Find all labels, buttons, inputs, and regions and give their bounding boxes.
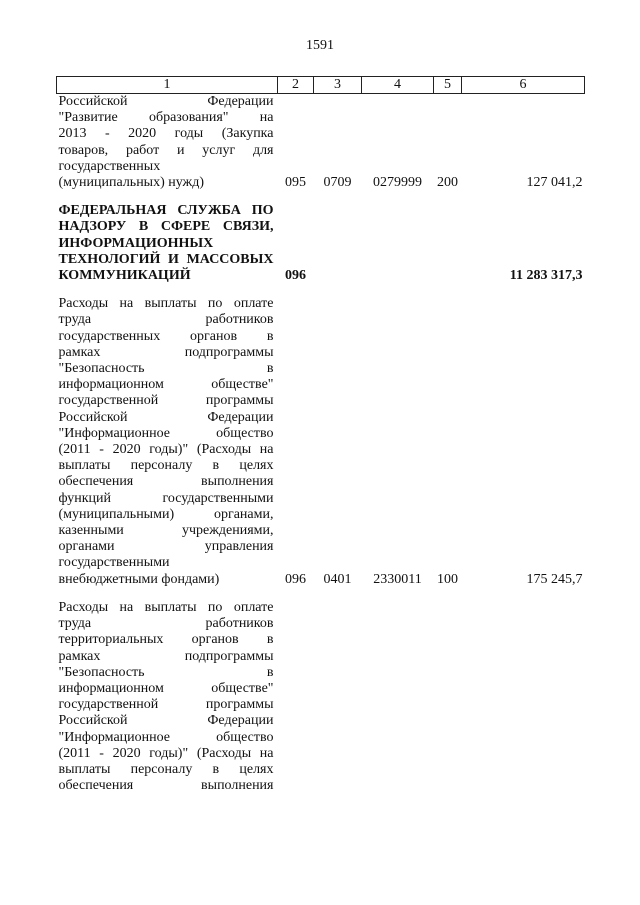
description-line: (муниципальными) органами, (58, 506, 274, 522)
ministry-code: 095 (285, 175, 306, 191)
description-line: "Безопасность в (58, 664, 274, 680)
row-spacer (57, 588, 585, 600)
description-line: труда работников (58, 616, 274, 632)
description-line: органами управления (58, 539, 274, 555)
target-item-code (362, 600, 434, 794)
column-header-ministry: 2 (278, 77, 314, 94)
target-item-code (362, 203, 434, 284)
row-spacer (57, 284, 585, 296)
description-line: информационном обществе" (58, 680, 274, 696)
description-line: "Безопасность в (58, 361, 274, 377)
column-header-description: 1 (57, 77, 278, 94)
description-line: (2011 - 2020 годы)" (Расходы на (58, 442, 274, 458)
row-spacer (57, 191, 585, 203)
description-line: КОММУНИКАЦИЙ (58, 268, 191, 284)
section-code: 0709 (323, 175, 352, 191)
description-line: ТЕХНОЛОГИЙ И МАССОВЫХ (58, 251, 274, 267)
budget-table (56, 76, 585, 794)
description-line: Расходы на выплаты по оплате (58, 296, 274, 312)
ministry-code: 096 (285, 268, 306, 284)
amount (462, 600, 585, 794)
table-body (57, 94, 585, 795)
description-line: государственных органов в (58, 328, 274, 344)
description-line: рамках подпрограммы (58, 344, 274, 360)
row-description (57, 296, 278, 588)
column-header-target-item: 4 (362, 77, 434, 94)
description-line: Российской Федерации (58, 713, 274, 729)
ministry-code (278, 600, 314, 794)
section-code (314, 203, 362, 284)
description-line: товаров, работ и услуг для (58, 142, 274, 158)
description-line: территориальных органов в (58, 632, 274, 648)
description-line: Расходы на выплаты по оплате (58, 599, 274, 615)
column-header-section: 3 (314, 77, 362, 94)
page-number: 1591 (306, 38, 334, 53)
section-code: 0401 (323, 571, 352, 587)
description-line: рамках подпрограммы (58, 648, 274, 664)
amount: 127 041,2 (526, 175, 583, 191)
section-code (314, 600, 362, 794)
row-description (57, 203, 278, 284)
table-row (57, 203, 585, 284)
description-line: обеспечения выполнения (58, 474, 274, 490)
description-line: информационном обществе" (58, 377, 274, 393)
description-line: внебюджетными фондами) (58, 571, 220, 587)
row-description (57, 94, 278, 192)
description-line: (2011 - 2020 годы)" (Расходы на (58, 745, 274, 761)
description-line: 2013 - 2020 годы (Закупка (58, 126, 274, 142)
description-line: "Развитие образования" на (58, 110, 274, 126)
table-row (57, 94, 585, 192)
row-description (57, 600, 278, 794)
description-line: НАДЗОРУ В СФЕРЕ СВЯЗИ, (58, 219, 274, 235)
amount: 11 283 317,3 (509, 268, 583, 284)
description-line: выплаты персоналу в целях (58, 458, 274, 474)
expense-type-code: 100 (437, 571, 458, 587)
column-header-expense-type: 5 (434, 77, 462, 94)
column-number-header-row (57, 77, 585, 94)
description-line: государственных (58, 158, 161, 174)
description-line: казенными учреждениями, (58, 523, 274, 539)
expense-type-code (434, 600, 462, 794)
description-line: труда работников (58, 312, 274, 328)
description-line: государственными (58, 555, 170, 571)
amount: 175 245,7 (526, 571, 583, 587)
description-line: функций государственными (58, 490, 274, 506)
target-item-code: 0279999 (373, 175, 422, 191)
description-line: государственной программы (58, 697, 274, 713)
description-line: ФЕДЕРАЛЬНАЯ СЛУЖБА ПО (58, 203, 274, 219)
column-header-amount: 6 (462, 77, 585, 94)
expense-type-code: 200 (437, 175, 458, 191)
table-row (57, 600, 585, 794)
description-line: "Информационное общество (58, 729, 274, 745)
target-item-code: 2330011 (373, 571, 422, 587)
description-line: государственной программы (58, 393, 274, 409)
description-line: ИНФОРМАЦИОННЫХ (58, 235, 214, 251)
description-line: обеспечения выполнения (58, 778, 274, 794)
description-line: Российской Федерации (58, 94, 274, 109)
description-line: (муниципальных) нужд) (58, 175, 205, 191)
description-line: Российской Федерации (58, 409, 274, 425)
description-line: "Информационное общество (58, 425, 274, 441)
table-row (57, 296, 585, 588)
description-line: выплаты персоналу в целях (58, 761, 274, 777)
ministry-code: 096 (285, 571, 306, 587)
expense-type-code (434, 203, 462, 284)
